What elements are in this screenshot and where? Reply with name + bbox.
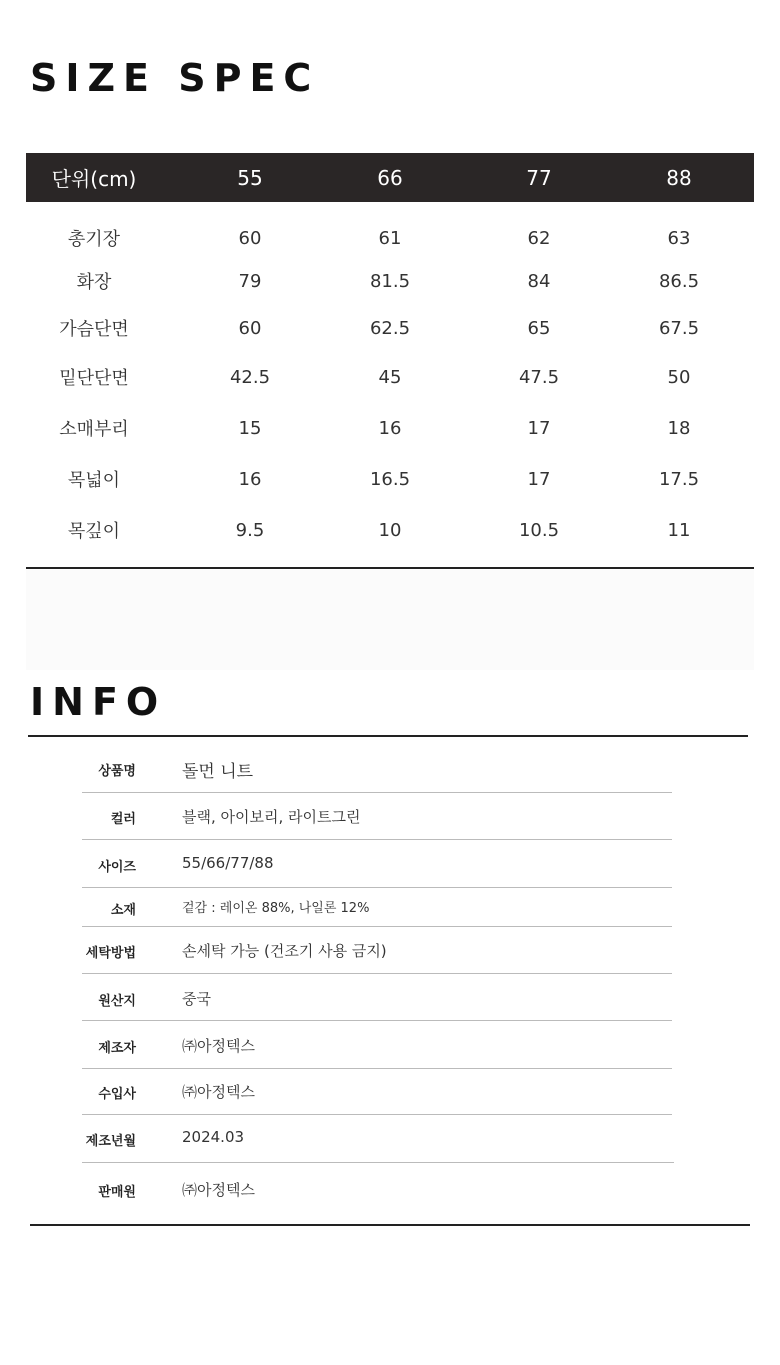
table-row [26, 464, 754, 494]
table-row [26, 362, 754, 392]
info-row-origin [82, 974, 672, 1021]
info-label: 원산지 [98, 994, 136, 1009]
cell-value: 16 [238, 468, 262, 490]
row-label: 화장 [76, 272, 112, 293]
cell-value: 67.5 [658, 317, 700, 339]
info-value: 손세탁 가능 (건조기 사용 금지) [182, 942, 387, 960]
info-row-product-name [82, 745, 672, 793]
cell-value: 62 [527, 227, 551, 249]
info-value: 55/66/77/88 [182, 854, 274, 872]
cell-value: 50 [667, 366, 691, 388]
header-size-77: 77 [526, 165, 552, 190]
info-value: 2024.03 [182, 1128, 245, 1146]
table-row [26, 413, 754, 443]
cell-value: 15 [238, 417, 262, 439]
cell-value: 60 [238, 227, 262, 249]
info-value: ㈜아정텍스 [182, 1037, 255, 1055]
header-unit: 단위(cm) [51, 167, 137, 191]
table-row [26, 223, 754, 253]
cell-value: 17 [527, 417, 551, 439]
info-value: ㈜아정텍스 [182, 1083, 255, 1101]
info-value: 블랙, 아이보리, 라이트그린 [182, 808, 361, 826]
info-row-manufacture-date [82, 1115, 674, 1163]
info-top-divider [28, 735, 748, 737]
cell-value: 45 [378, 366, 402, 388]
size-spec-table [26, 153, 754, 569]
info-row-color [82, 793, 672, 840]
info-row-material [82, 888, 672, 927]
cell-value: 11 [667, 519, 691, 541]
size-table-body [26, 202, 754, 569]
info-row-manufacturer [82, 1021, 672, 1069]
cell-value: 16 [378, 417, 402, 439]
info-label: 세탁방법 [85, 946, 136, 961]
row-label: 밑단단면 [59, 368, 129, 389]
header-size-55: 55 [237, 165, 263, 190]
info-label: 상품명 [98, 764, 136, 779]
info-value: 겉감 : 레이온 88%, 나일론 12% [182, 901, 370, 916]
info-row-size [82, 840, 672, 888]
header-size-88: 88 [666, 165, 692, 190]
cell-value: 10 [378, 519, 402, 541]
row-label: 목넓이 [67, 470, 121, 491]
row-label: 목깊이 [67, 521, 121, 542]
info-row-washing [82, 927, 672, 974]
row-label: 가슴단면 [59, 319, 129, 340]
table-row [26, 313, 754, 343]
cell-value: 47.5 [518, 366, 560, 388]
cell-value: 16.5 [369, 468, 411, 490]
cell-value: 79 [238, 270, 262, 292]
cell-value: 42.5 [229, 366, 271, 388]
info-label: 수입사 [98, 1087, 136, 1102]
size-spec-title: SIZE SPEC [30, 56, 320, 100]
table-row [26, 266, 754, 296]
info-value: 중국 [182, 990, 211, 1008]
info-bottom-divider [30, 1224, 750, 1226]
cell-value: 17 [527, 468, 551, 490]
row-label: 총기장 [67, 229, 121, 250]
info-label: 제조자 [98, 1041, 136, 1056]
cell-value: 61 [378, 227, 402, 249]
cell-value: 65 [527, 317, 551, 339]
cell-value: 10.5 [518, 519, 560, 541]
info-label: 소재 [110, 903, 136, 918]
info-label: 컬러 [110, 812, 136, 827]
info-value: 돌먼 니트 [182, 762, 254, 782]
section-spacer [26, 570, 754, 670]
info-label: 판매원 [98, 1185, 136, 1200]
cell-value: 81.5 [369, 270, 411, 292]
cell-value: 86.5 [658, 270, 700, 292]
size-table-header [26, 153, 754, 202]
cell-value: 60 [238, 317, 262, 339]
info-label: 사이즈 [98, 860, 136, 875]
info-label: 제조년월 [85, 1134, 136, 1149]
info-row-seller [82, 1163, 672, 1213]
info-title: INFO [30, 680, 167, 724]
cell-value: 18 [667, 417, 691, 439]
cell-value: 84 [527, 270, 551, 292]
info-value: ㈜아정텍스 [182, 1181, 255, 1199]
row-label: 소매부리 [59, 419, 129, 440]
cell-value: 62.5 [369, 317, 411, 339]
header-size-66: 66 [377, 165, 403, 190]
info-row-importer [82, 1069, 672, 1115]
table-row [26, 515, 754, 545]
cell-value: 17.5 [658, 468, 700, 490]
cell-value: 9.5 [235, 519, 265, 541]
cell-value: 63 [667, 227, 691, 249]
